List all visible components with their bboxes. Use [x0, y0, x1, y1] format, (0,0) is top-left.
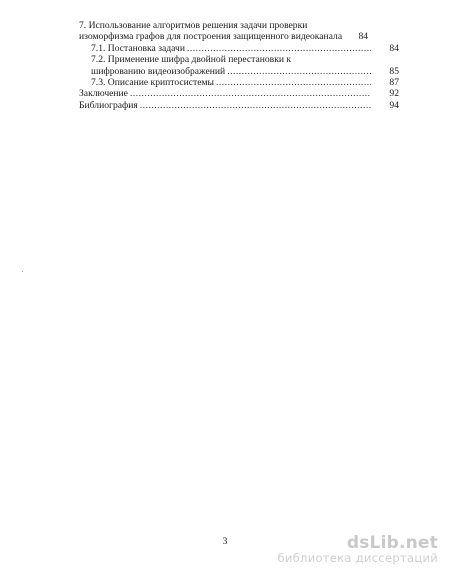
- toc-entry-label: 7. Использование алгоритмов решения задачи проверки: [79, 20, 308, 31]
- toc-entry-conclusion[interactable]: [79, 88, 399, 99]
- toc-entry-label: 7.3. Описание криптосистемы: [91, 77, 214, 89]
- toc-entry-label: 7.1. Постановка задачи: [91, 42, 185, 54]
- toc-leader-dots: [227, 66, 371, 77]
- toc-page-number: 84: [358, 31, 369, 43]
- scan-speck: [22, 271, 23, 272]
- watermark-subtitle: библиотека диссертаций: [277, 551, 438, 565]
- toc-leader-dots: [216, 77, 371, 88]
- toc-leader-dots: [130, 88, 371, 99]
- toc-entry-label: 7.2. Применение шифра двойной перестановки к: [91, 54, 292, 66]
- toc-entry-7-2[interactable]: [79, 54, 399, 77]
- toc-entry-7-1[interactable]: [79, 43, 399, 54]
- toc-entry-7[interactable]: [79, 20, 399, 43]
- toc-page-number: 84: [389, 42, 399, 54]
- toc-page-number: 87: [389, 77, 399, 89]
- watermark: [277, 534, 438, 565]
- toc-entry-label-continued: изоморфизма графов для построения защищенного видеоканала: [79, 31, 343, 43]
- toc-entry-label-continued: шифрованию видеоизображений: [91, 65, 226, 77]
- page-number: 3: [222, 536, 228, 547]
- toc-leader-dots: [140, 100, 371, 111]
- toc-page-number: 92: [389, 88, 399, 100]
- toc-leader-dots: [187, 43, 371, 54]
- toc-entry-bibliography[interactable]: [79, 100, 399, 111]
- table-of-contents: [79, 20, 399, 111]
- toc-entry-label: Библиография: [79, 99, 138, 111]
- toc-page-number: 94: [389, 99, 399, 111]
- toc-entry-7-3[interactable]: [79, 77, 399, 88]
- watermark-logo: dsLib.net: [346, 533, 438, 553]
- toc-entry-label: Заключение: [79, 88, 128, 100]
- toc-page-number: 85: [389, 65, 399, 77]
